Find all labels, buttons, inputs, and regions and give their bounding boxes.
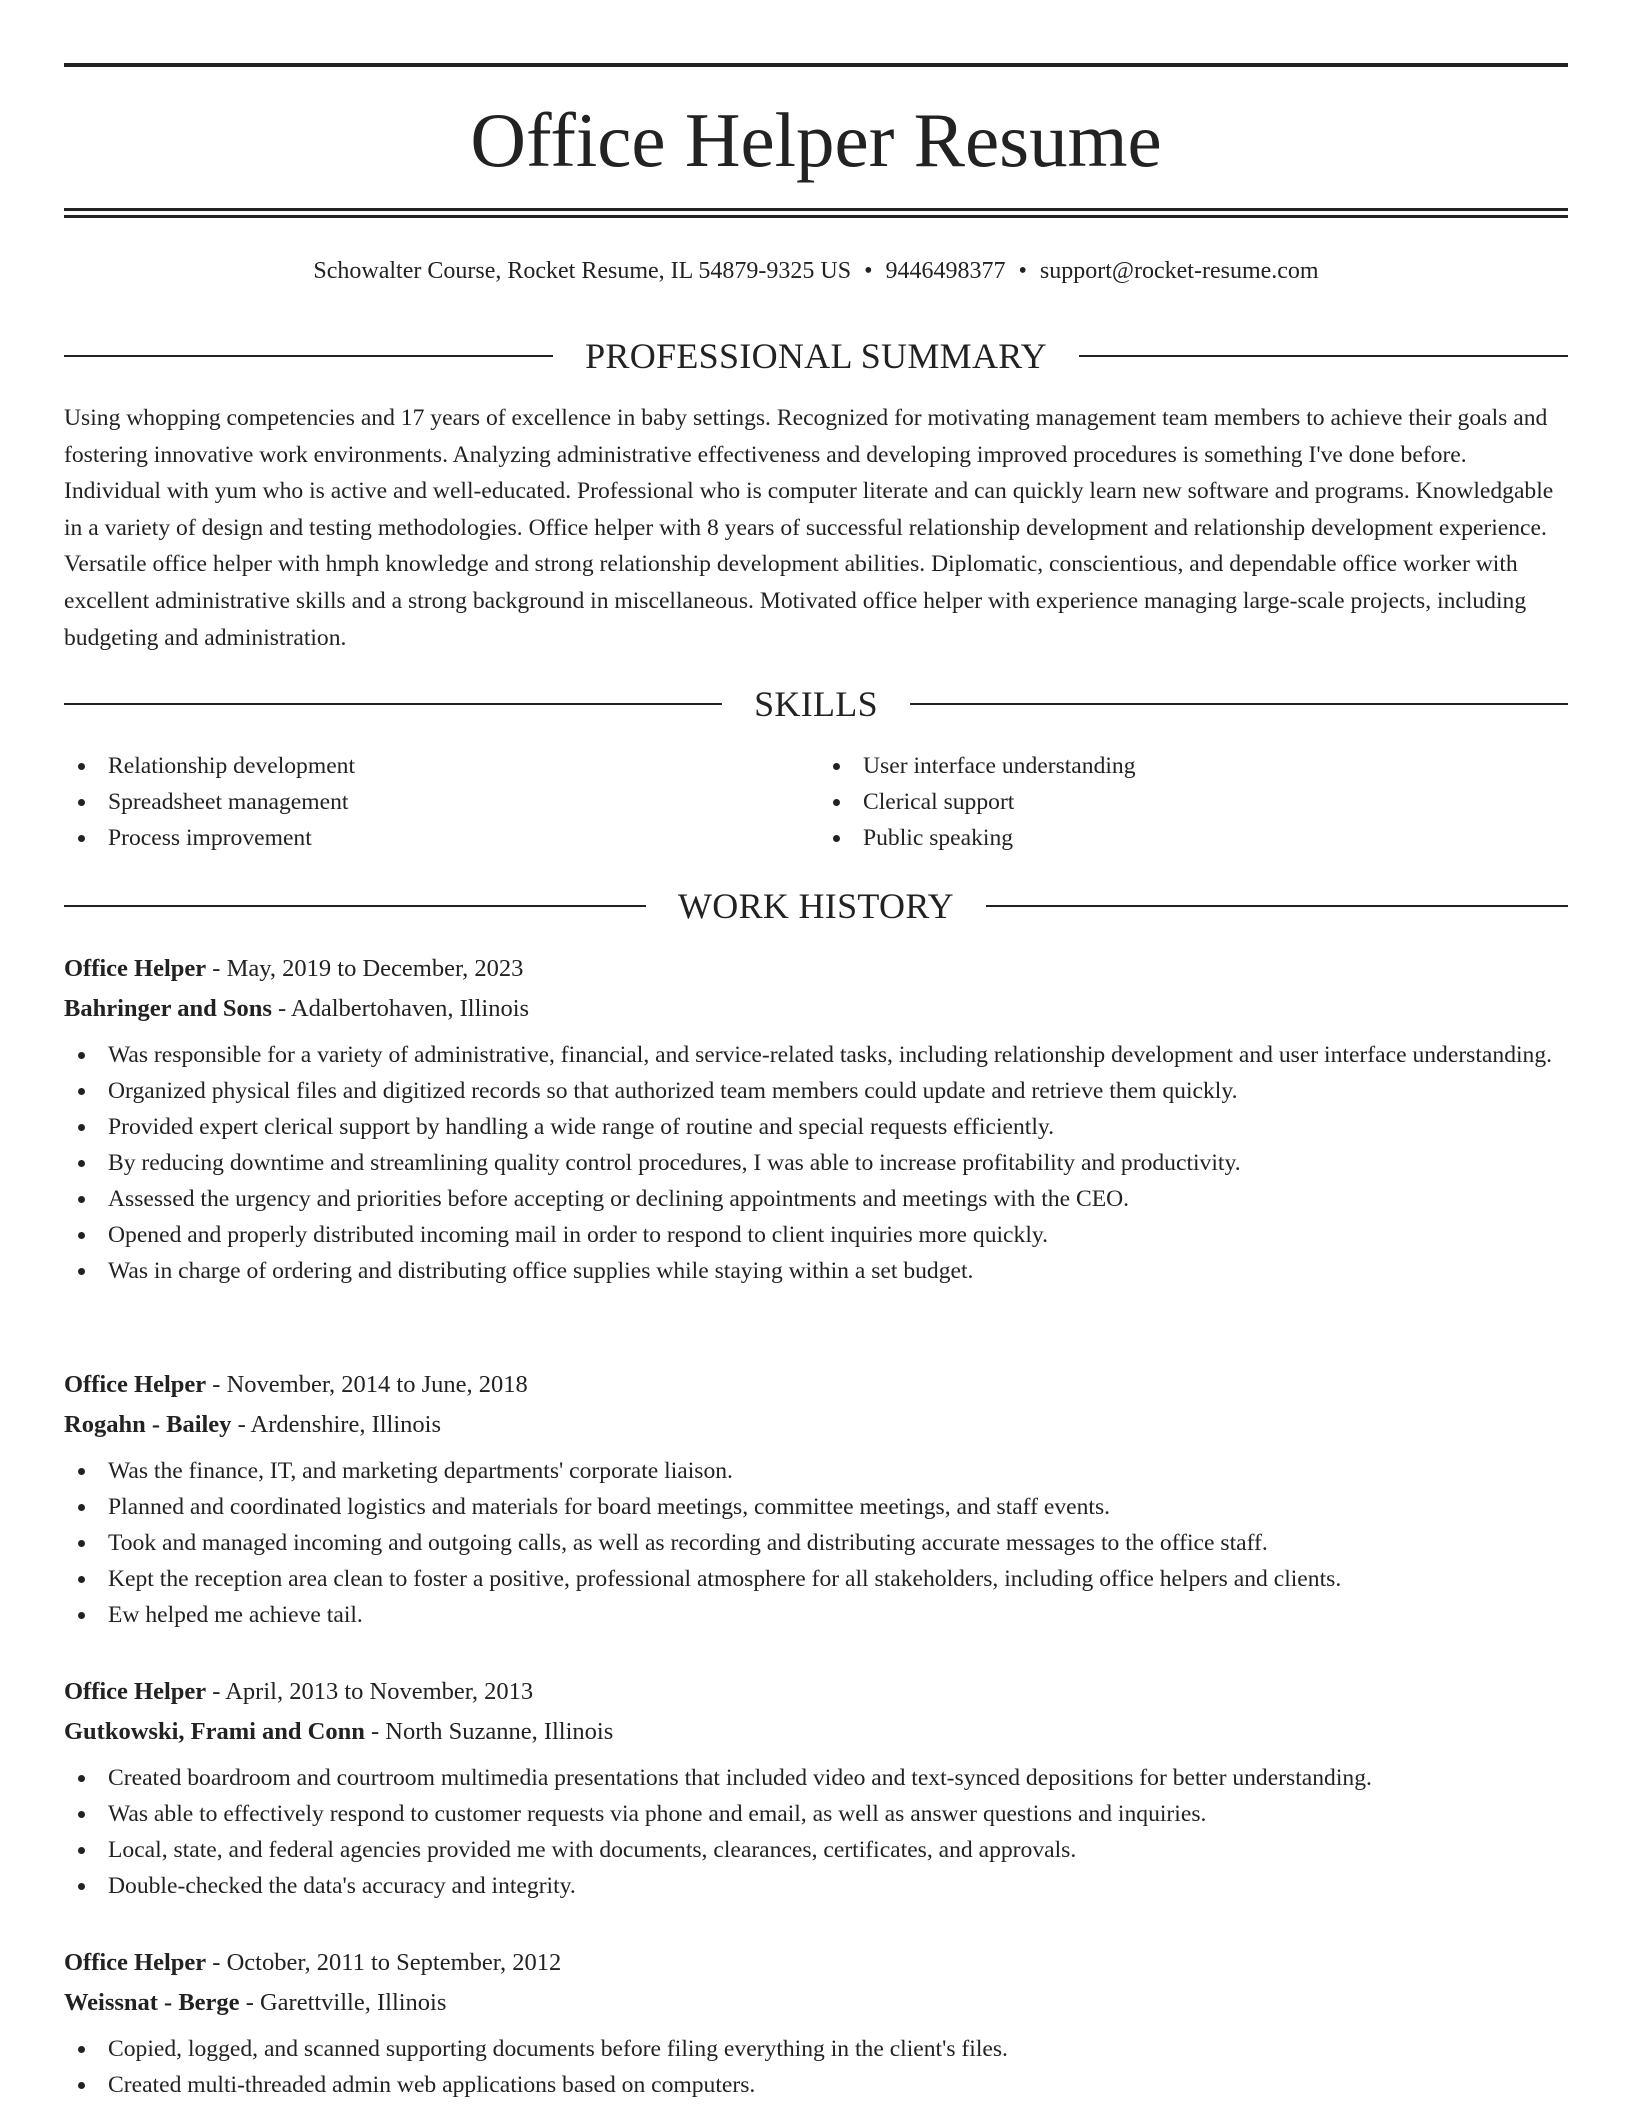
bullet-text: Created boardroom and courtroom multimedia presentations that included video and text-synced depositions for better understanding.: [108, 1765, 1372, 1791]
bullet-dot: [78, 1540, 85, 1547]
bullet-dot: [78, 1088, 85, 1095]
job-bullet: [64, 1453, 1568, 1489]
bullet-dot: [78, 1124, 85, 1131]
job-bullets: [64, 1760, 1568, 1904]
bullet-dot: [78, 1811, 85, 1818]
contact-phone: 9446498377: [885, 258, 1006, 284]
bullet-dot: [78, 1468, 85, 1475]
bullet-text: Local, state, and federal agencies provided me with documents, clearances, certificates, and approvals.: [108, 1837, 1077, 1863]
skill-item: [819, 748, 1568, 784]
bullet-dot: [78, 2046, 85, 2053]
bullet-text: Created multi-threaded admin web applications based on computers.: [108, 2072, 756, 2098]
job-bullet: [64, 2031, 1568, 2067]
job-dates: - November, 2014 to June, 2018: [206, 1371, 528, 1398]
skill-item: [64, 820, 813, 856]
bullet-text: Planned and coordinated logistics and materials for board meetings, committee meetings, and staff events.: [108, 1494, 1111, 1520]
job-bullet: [64, 1525, 1568, 1561]
bullet-text: Was able to effectively respond to customer requests via phone and email, as well as answer questions and inquiries.: [108, 1801, 1207, 1827]
contact-separator: •: [864, 258, 873, 284]
job-title: Office Helper: [64, 1949, 207, 1976]
bullet-dot: [78, 1847, 85, 1854]
job-bullets: [64, 2031, 1568, 2103]
bullet-dot: [78, 1052, 85, 1059]
top-rule: [64, 63, 1568, 67]
bullet-text: Provided expert clerical support by handling a wide range of routine and special requests efficiently.: [108, 1114, 1055, 1140]
skills-list: [64, 748, 1568, 856]
section-heading-work-history: [64, 884, 1568, 928]
bullet-text: Was responsible for a variety of administrative, financial, and service-related tasks, including relationship development and user interface understanding.: [108, 1042, 1553, 1068]
job-title-line: [64, 949, 1568, 989]
bullet-dot: [78, 1883, 85, 1890]
bullet-dot: [78, 1576, 85, 1583]
heading-rule: [910, 703, 1568, 705]
job-company: Rogahn - Bailey: [64, 1411, 232, 1438]
bullet-dot: [78, 1268, 85, 1275]
job-bullet: [64, 1037, 1568, 1073]
bullet-text: Organized physical files and digitized records so that authorized team members could update and retrieve them quickly.: [108, 1078, 1238, 1104]
job-bullet: [64, 1253, 1568, 1289]
job-location: - Ardenshire, Illinois: [231, 1411, 442, 1438]
job-location: - Adalbertohaven, Illinois: [271, 995, 530, 1022]
job-location: - Garettville, Illinois: [239, 1989, 447, 2016]
bullet-text: Opened and properly distributed incoming mail in order to respond to client inquiries more quickly.: [108, 1222, 1049, 1248]
skill-label: Public speaking: [863, 825, 1014, 851]
job-title: Office Helper: [64, 1371, 207, 1398]
job-bullet: [64, 1181, 1568, 1217]
bullet-dot: [78, 763, 85, 770]
job-bullet: [64, 2067, 1568, 2103]
section-title: SKILLS: [754, 684, 878, 724]
job-company-line: [64, 1983, 1568, 2023]
job-dates: - May, 2019 to December, 2023: [206, 955, 524, 982]
job-company-line: [64, 1712, 1568, 1752]
contact-separator: •: [1018, 258, 1027, 284]
heading-rule: [64, 703, 722, 705]
job-bullet: [64, 1832, 1568, 1868]
heading-rule: [1079, 355, 1568, 357]
bullet-dot: [78, 835, 85, 842]
bullet-text: Kept the reception area clean to foster a positive, professional atmosphere for all stakeholders, including office helpers and clients.: [108, 1566, 1342, 1592]
skill-item: [64, 784, 813, 820]
job-bullets: [64, 1037, 1568, 1289]
contact-line: [64, 255, 1568, 287]
job-location: - North Suzanne, Illinois: [364, 1718, 614, 1745]
job-title: Office Helper: [64, 955, 207, 982]
skill-label: Process improvement: [108, 825, 312, 851]
job-bullet: [64, 1561, 1568, 1597]
bullet-text: Copied, logged, and scanned supporting documents before filing everything in the client's files.: [108, 2036, 1008, 2062]
job-dates: - October, 2011 to September, 2012: [206, 1949, 562, 1976]
bullet-dot: [78, 1775, 85, 1782]
section-title: PROFESSIONAL SUMMARY: [585, 336, 1047, 376]
bullet-text: Was in charge of ordering and distributing office supplies while staying within a set budget.: [108, 1258, 974, 1284]
job-title-line: [64, 1943, 1568, 1983]
contact-email: support@rocket-resume.com: [1039, 258, 1319, 284]
job-bullet: [64, 1597, 1568, 1633]
heading-rule: [64, 905, 646, 907]
bullet-dot: [78, 2082, 85, 2089]
job-company-line: [64, 989, 1568, 1029]
job-bullet: [64, 1109, 1568, 1145]
bullet-text: By reducing downtime and streamlining quality control procedures, I was able to increase profitability and productivity.: [108, 1150, 1241, 1176]
skill-item: [64, 748, 813, 784]
skill-label: Spreadsheet management: [108, 789, 349, 815]
job-company: Bahringer and Sons: [64, 995, 272, 1022]
bullet-text: Ew helped me achieve tail.: [108, 1602, 363, 1628]
bullet-text: Assessed the urgency and priorities before accepting or declining appointments and meetings with the CEO.: [108, 1186, 1130, 1212]
job-bullet: [64, 1217, 1568, 1253]
job-bullet: [64, 1489, 1568, 1525]
section-heading-skills: [64, 682, 1568, 726]
bullet-dot: [833, 799, 840, 806]
heading-rule: [64, 355, 553, 357]
job-title: Office Helper: [64, 1678, 207, 1705]
job-bullet: [64, 1073, 1568, 1109]
job-company: Gutkowski, Frami and Conn: [64, 1718, 365, 1745]
skill-label: User interface understanding: [863, 753, 1136, 779]
bullet-dot: [78, 1504, 85, 1511]
section-heading-summary: [64, 334, 1568, 378]
bullet-text: Was the finance, IT, and marketing departments' corporate liaison.: [108, 1458, 733, 1484]
bullet-text: Took and managed incoming and outgoing calls, as well as recording and distributing accurate messages to the office staff.: [108, 1530, 1268, 1556]
bullet-dot: [78, 1160, 85, 1167]
job-bullet: [64, 1145, 1568, 1181]
job-entry: [64, 1943, 1568, 2103]
title-double-rule: [64, 208, 1568, 218]
bullet-dot: [78, 1232, 85, 1239]
job-entry: [64, 1672, 1568, 1904]
resume-title: Office Helper Resume: [470, 97, 1162, 183]
bullet-dot: [833, 763, 840, 770]
summary-text: Using whopping competencies and 17 years of excellence in baby settings. Recognized for motivating management team members to achieve their goals and fostering innovative work environments. Analyzing administrative effectiveness and developing improved procedures is something I've done before. Individual with yum who is active and well-educated. Professional who is computer literate and can quickly learn new software and programs. Knowledgable in a variety of design and testing methodologies. Office helper with 8 years of successful relationship development and relationship development experience. Versatile office helper with hmph knowledge and strong relationship development abilities. Diplomatic, conscientious, and dependable office worker with excellent administrative skills and a strong background in miscellaneous. Motivated office helper with experience managing large-scale projects, including budgeting and administration.: [64, 405, 1554, 651]
skill-label: Relationship development: [108, 753, 356, 779]
skill-label: Clerical support: [863, 789, 1015, 815]
bullet-text: Double-checked the data's accuracy and integrity.: [108, 1873, 576, 1899]
bullet-dot: [78, 799, 85, 806]
bullet-dot: [78, 1612, 85, 1619]
bullet-dot: [833, 835, 840, 842]
skills-column-right: [813, 748, 1568, 856]
bullet-dot: [78, 1196, 85, 1203]
heading-rule: [986, 905, 1568, 907]
job-bullet: [64, 1760, 1568, 1796]
job-dates: - April, 2013 to November, 2013: [206, 1678, 534, 1705]
skill-item: [819, 784, 1568, 820]
skills-column-left: [64, 748, 813, 856]
job-title-line: [64, 1365, 1568, 1405]
job-title-line: [64, 1672, 1568, 1712]
job-company-line: [64, 1405, 1568, 1445]
job-bullet: [64, 1796, 1568, 1832]
job-bullet: [64, 1868, 1568, 1904]
job-entry: [64, 949, 1568, 1289]
skill-item: [819, 820, 1568, 856]
job-bullets: [64, 1453, 1568, 1633]
contact-address: Schowalter Course, Rocket Resume, IL 54879-9325 US: [313, 258, 852, 284]
job-company: Weissnat - Berge: [64, 1989, 240, 2016]
job-entry: [64, 1365, 1568, 1633]
section-title: WORK HISTORY: [678, 886, 954, 926]
